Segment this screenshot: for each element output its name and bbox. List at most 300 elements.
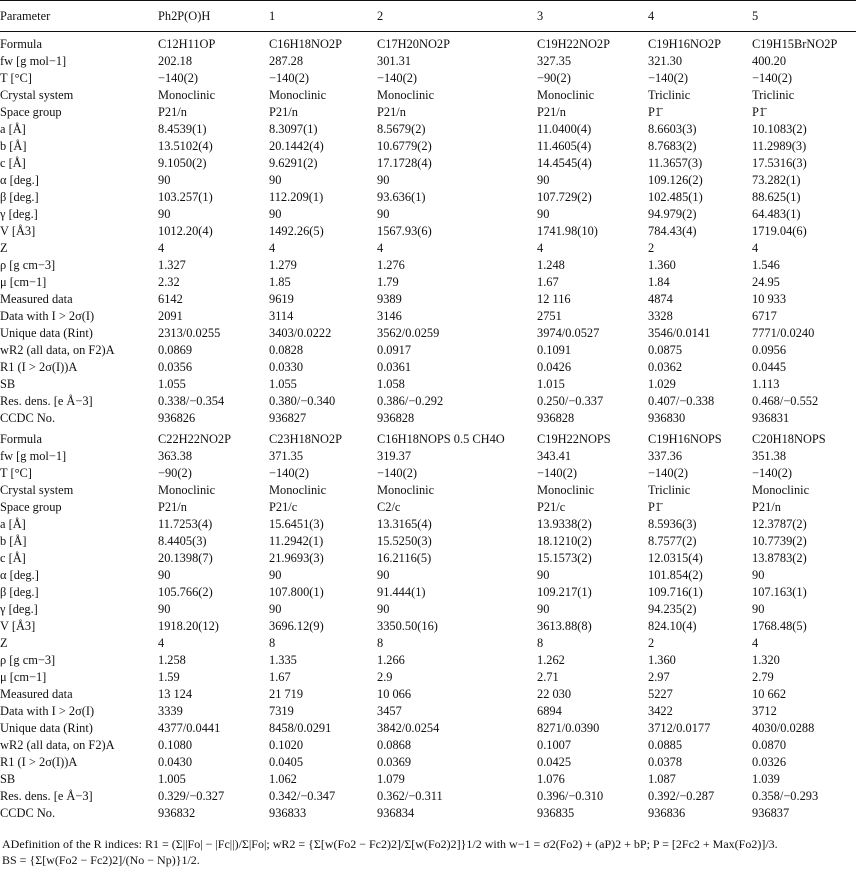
value-cell: Monoclinic [158,88,216,102]
value-cell: 1.320 [752,653,780,667]
table-body [0,32,856,823]
value-cell: −140(2) [648,71,689,85]
value-cell: 3328 [648,309,673,323]
value-cell: 21.9693(3) [269,551,324,565]
value-cell: 15.6451(3) [269,517,324,531]
value-cell: 90 [269,602,282,616]
value-cell: −90(2) [537,71,571,85]
value-cell: 2.32 [158,275,180,289]
value-cell: P21/c [269,500,298,514]
value-cell: 1.113 [752,377,780,391]
value-cell: 90 [537,173,550,187]
value-cell: 287.28 [269,54,304,68]
value-cell: 8 [377,636,384,650]
value-cell: 0.1091 [537,343,572,357]
value-cell: 6717 [752,309,777,323]
table-row [0,32,856,54]
value-cell: 3457 [377,704,402,718]
value-cell: 4874 [648,292,673,306]
parameter-cell: c [Å] [0,551,26,565]
table-row [0,737,856,754]
value-cell: Monoclinic [158,483,216,497]
parameter-cell: Unique data (Rint) [0,721,93,735]
value-cell: 0.0917 [377,343,412,357]
value-cell: 1.67 [537,275,559,289]
value-cell: P21/n [158,105,187,119]
parameter-cell: Space group [0,105,62,119]
value-cell: 1.266 [377,653,405,667]
value-cell: 8.7577(2) [648,534,697,548]
parameter-cell: b [Å] [0,139,27,153]
value-cell: 88.625(1) [752,190,801,204]
table-row [0,325,856,342]
value-cell: 13.3165(4) [377,517,432,531]
value-cell: 22 030 [537,687,572,701]
value-cell: 73.282(1) [752,173,801,187]
value-cell: 90 [537,602,550,616]
value-cell: 0.0426 [537,360,572,374]
value-cell: Triclinic [648,88,691,102]
value-cell: 0.0356 [158,360,193,374]
parameter-cell: b [Å] [0,534,27,548]
value-cell: P1̄ [752,105,766,119]
value-cell: 8.5936(3) [648,517,697,531]
value-cell: 8.4539(1) [158,122,207,136]
parameter-cell: a [Å] [0,517,26,531]
value-cell: 2 [648,636,655,650]
value-cell: 3613.88(8) [537,619,592,633]
parameter-cell: Measured data [0,292,73,306]
value-cell: 1918.20(12) [158,619,219,633]
value-cell: 10.1083(2) [752,122,807,136]
value-cell: 90 [158,207,171,221]
value-cell: 202.18 [158,54,193,68]
parameter-cell: SB [0,377,16,391]
value-cell: 301.31 [377,54,412,68]
table-row [0,87,856,104]
value-cell: 936828 [537,411,575,425]
value-cell: 1.015 [537,377,565,391]
table-row [0,618,856,635]
value-cell: 90 [377,207,390,221]
value-cell: 0.0445 [752,360,787,374]
value-cell: 936833 [269,806,307,820]
value-cell: 90 [537,207,550,221]
value-cell: 3403/0.0222 [269,326,332,340]
value-cell: 101.854(2) [648,568,703,582]
value-cell: 936832 [158,806,196,820]
parameter-cell: a [Å] [0,122,26,136]
value-cell: 400.20 [752,54,787,68]
table-row [0,376,856,393]
value-cell: 12.3787(2) [752,517,807,531]
table-row [0,754,856,771]
value-cell: 1.327 [158,258,186,272]
value-cell: 4 [537,241,544,255]
value-cell: 13.5102(4) [158,139,213,153]
table-row [0,550,856,567]
table-row [0,172,856,189]
value-cell: 1.087 [648,772,676,786]
table-row [0,206,856,223]
parameter-cell: c [Å] [0,156,26,170]
value-cell: −140(2) [648,466,689,480]
value-cell: 109.126(2) [648,173,703,187]
parameter-cell: Data with I > 2σ(I) [0,309,95,323]
value-cell: 0.392/−0.287 [648,789,715,803]
table-row [0,104,856,121]
value-cell: 0.0405 [269,755,304,769]
value-cell: 0.1007 [537,738,572,752]
value-cell: C19H15BrNO2P [752,37,838,51]
table-row [0,257,856,274]
parameter-cell: Z [0,636,8,650]
footnote-a: ADefinition of the R indices: R1 = (Σ||Fo| − |Fc||)/Σ|Fo|; wR2 = {Σ[w(Fo2 − Fc2)2]/Σ[w(Fo2)2]}1/2 with w−1 = σ2(Fo2) + (aP)2 + bP; P = [2Fc2 + Max(Fo2)]/3. [2,837,778,851]
value-cell: 351.38 [752,449,787,463]
value-cell: 3146 [377,309,402,323]
value-cell: 8.6603(3) [648,122,697,136]
value-cell: 1.276 [377,258,405,272]
value-cell: 1.335 [269,653,297,667]
value-cell: 2.97 [648,670,670,684]
value-cell: 3546/0.0141 [648,326,711,340]
table-row [0,516,856,533]
value-cell: 7319 [269,704,294,718]
parameter-cell: β [deg.] [0,585,39,599]
value-cell: 4377/0.0441 [158,721,221,735]
table-row [0,155,856,172]
value-cell: 109.716(1) [648,585,703,599]
value-cell: 0.358/−0.293 [752,789,819,803]
value-cell: 8.5679(2) [377,122,426,136]
value-cell: 1.59 [158,670,180,684]
value-cell: C12H11OP [158,37,216,51]
value-cell: 6142 [158,292,183,306]
value-cell: Monoclinic [537,88,595,102]
value-cell: 936837 [752,806,790,820]
value-cell: 10.6779(2) [377,139,432,153]
value-cell: 1.360 [648,258,676,272]
value-cell: C2/c [377,500,401,514]
parameter-cell: γ [deg.] [0,207,38,221]
value-cell: 102.485(1) [648,190,703,204]
value-cell: 319.37 [377,449,412,463]
value-cell: 15.1573(2) [537,551,592,565]
table-row [0,342,856,359]
parameter-cell: R1 (I > 2σ(I))A [0,360,78,374]
value-cell: 1.029 [648,377,676,391]
value-cell: 10 933 [752,292,787,306]
value-cell: Monoclinic [269,88,327,102]
value-cell: 4 [158,636,165,650]
value-cell: 14.4545(4) [537,156,592,170]
value-cell: 90 [158,602,171,616]
table-row [0,410,856,427]
value-cell: 3339 [158,704,183,718]
table-row [0,669,856,686]
value-cell: 1.79 [377,275,399,289]
value-cell: 10.7739(2) [752,534,807,548]
value-cell: 0.338/−0.354 [158,394,225,408]
table-row [0,138,856,155]
value-cell: Monoclinic [377,88,435,102]
value-cell: C16H18NO2P [269,37,342,51]
value-cell: −140(2) [269,466,310,480]
table-row [0,567,856,584]
value-cell: 5227 [648,687,673,701]
parameter-cell: Crystal system [0,483,74,497]
value-cell: 936830 [648,411,686,425]
value-cell: 936834 [377,806,415,820]
value-cell: 0.0868 [377,738,412,752]
value-cell: 90 [158,173,171,187]
value-cell: 1.67 [269,670,291,684]
table-row [0,703,856,720]
value-cell: 90 [377,173,390,187]
value-cell: 10 066 [377,687,412,701]
value-cell: 90 [269,568,282,582]
value-cell: C23H18NO2P [269,432,342,446]
value-cell: 21 719 [269,687,304,701]
value-cell: 18.1210(2) [537,534,592,548]
value-cell: 17.5316(3) [752,156,807,170]
value-cell: −90(2) [158,466,192,480]
table-row [0,720,856,737]
value-cell: 3712/0.0177 [648,721,711,735]
value-cell: −140(2) [377,466,418,480]
value-cell: 94.235(2) [648,602,697,616]
value-cell: 1719.04(6) [752,224,807,238]
value-cell: 2.71 [537,670,559,684]
value-cell: 107.800(1) [269,585,324,599]
value-cell: 11.4605(4) [537,139,592,153]
value-cell: C16H18NOPS 0.5 CH4O [377,432,505,446]
value-cell: 13.9338(2) [537,517,592,531]
value-cell: 64.483(1) [752,207,801,221]
value-cell: 6894 [537,704,562,718]
value-cell: 1.262 [537,653,565,667]
value-cell: 936827 [269,411,307,425]
parameter-cell: R1 (I > 2σ(I))A [0,755,78,769]
value-cell: 11.2989(3) [752,139,807,153]
value-cell: 3696.12(9) [269,619,324,633]
value-cell: 343.41 [537,449,572,463]
value-cell: 91.444(1) [377,585,426,599]
value-cell: 90 [377,602,390,616]
value-cell: P21/n [752,500,781,514]
value-cell: 1.039 [752,772,780,786]
value-cell: 90 [158,568,171,582]
value-cell: 11.2942(1) [269,534,324,548]
value-cell: P1̄ [648,500,662,514]
table-row [0,482,856,499]
value-cell: 12 116 [537,292,571,306]
parameter-cell: Formula [0,37,42,51]
table-row [0,240,856,257]
value-cell: 8.3097(1) [269,122,318,136]
value-cell: 0.0369 [377,755,412,769]
parameter-cell: Measured data [0,687,73,701]
value-cell: 9389 [377,292,402,306]
table-row [0,308,856,325]
value-cell: 90 [377,568,390,582]
value-cell: 3422 [648,704,673,718]
value-cell: 103.257(1) [158,190,213,204]
table-row [0,533,856,550]
value-cell: −140(2) [269,71,310,85]
header-compound-1: 1 [269,8,276,23]
header-parameter: Parameter [0,8,51,23]
value-cell: 1492.26(5) [269,224,324,238]
value-cell: 8 [269,636,276,650]
value-cell: 2751 [537,309,562,323]
value-cell: 4 [752,241,759,255]
table-row [0,465,856,482]
value-cell: 12.0315(4) [648,551,703,565]
parameter-cell: V [Å3] [0,224,36,238]
value-cell: 2313/0.0255 [158,326,221,340]
value-cell: 8 [537,636,544,650]
value-cell: 337.36 [648,449,683,463]
value-cell: −140(2) [158,71,199,85]
value-cell: 0.386/−0.292 [377,394,444,408]
value-cell: 16.2116(5) [377,551,432,565]
value-cell: 3562/0.0259 [377,326,440,340]
value-cell: 0.0430 [158,755,193,769]
value-cell: P21/n [269,105,298,119]
header-compound-ph2poh: Ph2P(O)H [158,8,211,23]
table-row [0,601,856,618]
value-cell: 0.0875 [648,343,683,357]
value-cell: 2.9 [377,670,393,684]
value-cell: C22H22NO2P [158,432,231,446]
value-cell: 3350.50(16) [377,619,438,633]
value-cell: 0.0326 [752,755,787,769]
header-compound-3: 3 [537,8,544,23]
value-cell: 11.7253(4) [158,517,213,531]
value-cell: 0.0870 [752,738,787,752]
table-row [0,70,856,87]
value-cell: 1768.48(5) [752,619,807,633]
value-cell: 3974/0.0527 [537,326,600,340]
parameter-cell: μ [cm−1] [0,275,47,289]
table-row [0,635,856,652]
table-row [0,223,856,240]
value-cell: C19H22NO2P [537,37,610,51]
table-footnotes [2,836,854,868]
value-cell: 1.85 [269,275,291,289]
value-cell: −140(2) [377,71,418,85]
value-cell: 2091 [158,309,183,323]
value-cell: Monoclinic [752,483,810,497]
value-cell: 1741.98(10) [537,224,598,238]
value-cell: 1.076 [537,772,565,786]
value-cell: 1.279 [269,258,297,272]
value-cell: 0.0378 [648,755,683,769]
value-cell: 0.1080 [158,738,193,752]
value-cell: 105.766(2) [158,585,213,599]
value-cell: C19H22NOPS [537,432,611,446]
table-row [0,359,856,376]
value-cell: 1.360 [648,653,676,667]
value-cell: 7771/0.0240 [752,326,815,340]
value-cell: 1.058 [377,377,405,391]
value-cell: C19H16NOPS [648,432,722,446]
header-compound-2: 2 [377,8,384,23]
table-row [0,788,856,805]
value-cell: Triclinic [752,88,795,102]
parameter-cell: ρ [g cm−3] [0,258,56,272]
value-cell: 0.362/−0.311 [377,789,443,803]
value-cell: 8.4405(3) [158,534,207,548]
value-cell: 94.979(2) [648,207,697,221]
value-cell: 90 [752,602,765,616]
value-cell: 371.35 [269,449,304,463]
parameter-cell: α [deg.] [0,568,39,582]
value-cell: 20.1442(4) [269,139,324,153]
value-cell: 0.468/−0.552 [752,394,819,408]
parameter-cell: V [Å3] [0,619,36,633]
value-cell: 107.163(1) [752,585,807,599]
value-cell: 1.546 [752,258,780,272]
table-row [0,427,856,448]
value-cell: 107.729(2) [537,190,592,204]
value-cell: 0.329/−0.327 [158,789,225,803]
table-row [0,686,856,703]
value-cell: 0.0828 [269,343,304,357]
parameter-cell: Unique data (Rint) [0,326,93,340]
parameter-cell: wR2 (all data, on F2)A [0,738,115,752]
value-cell: 3712 [752,704,777,718]
parameter-cell: fw [g mol−1] [0,449,67,463]
table-row [0,189,856,206]
value-cell: 363.38 [158,449,193,463]
value-cell: 8271/0.0390 [537,721,600,735]
value-cell: 0.0956 [752,343,787,357]
value-cell: 4 [269,241,276,255]
value-cell: C19H16NO2P [648,37,721,51]
value-cell: 0.342/−0.347 [269,789,336,803]
value-cell: 0.407/−0.338 [648,394,715,408]
parameter-cell: CCDC No. [0,806,56,820]
value-cell: 9.6291(2) [269,156,318,170]
table-header-row [0,1,856,32]
table-row [0,393,856,410]
table-row [0,274,856,291]
value-cell: 0.250/−0.337 [537,394,604,408]
parameter-cell: α [deg.] [0,173,39,187]
value-cell: 321.30 [648,54,683,68]
value-cell: 90 [269,173,282,187]
value-cell: 24.95 [752,275,780,289]
value-cell: 0.0425 [537,755,572,769]
parameter-cell: SB [0,772,16,786]
parameter-cell: Space group [0,500,62,514]
value-cell: 4 [158,241,165,255]
value-cell: 0.380/−0.340 [269,394,336,408]
footnote-b: BS = {Σ[w(Fo2 − Fc2)2]/(No − Np)}1/2. [2,853,200,867]
value-cell: 8458/0.0291 [269,721,332,735]
value-cell: P21/n [158,500,187,514]
value-cell: 936836 [648,806,686,820]
value-cell: 936828 [377,411,415,425]
table-row [0,53,856,70]
value-cell: 1.055 [158,377,186,391]
value-cell: −140(2) [537,466,578,480]
value-cell: P1̄ [648,105,662,119]
value-cell: 4030/0.0288 [752,721,815,735]
parameter-cell: β [deg.] [0,190,39,204]
